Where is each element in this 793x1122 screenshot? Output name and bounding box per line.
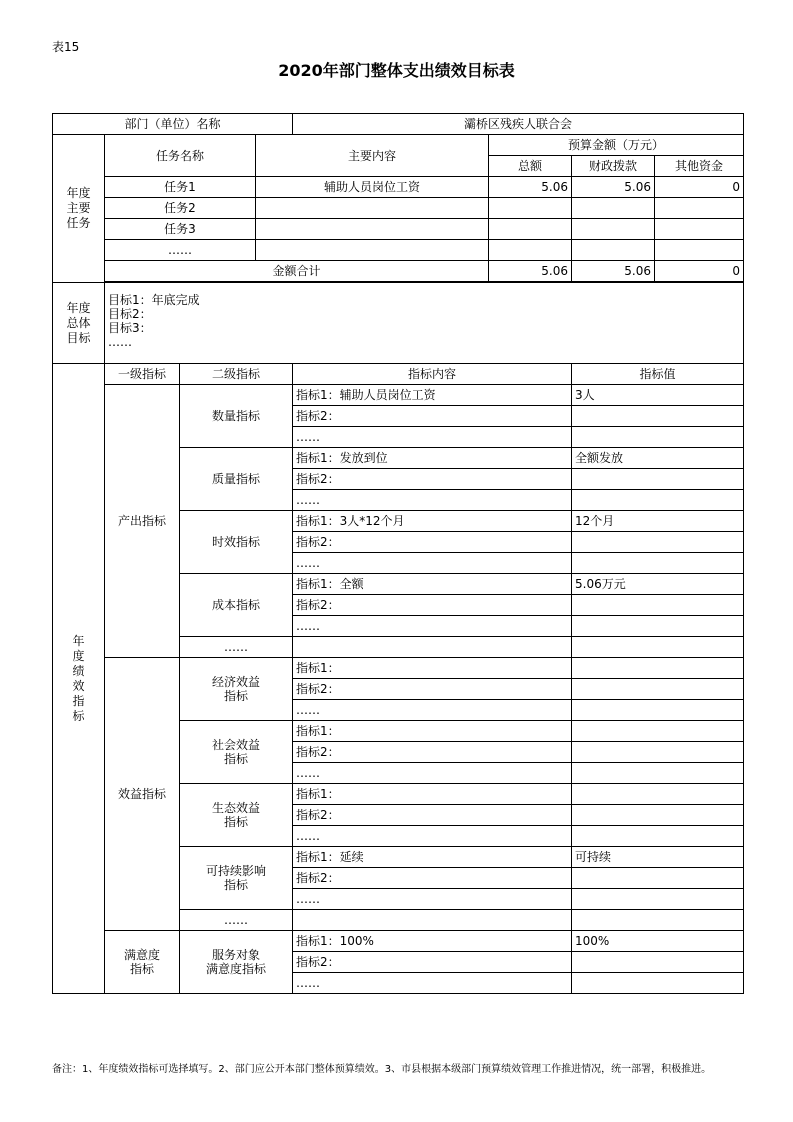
indicator-content: 指标2： [293,532,572,553]
sum-other: 0 [655,261,744,282]
indicator-content: 指标1：全额 [293,574,572,595]
col-indicator-value: 指标值 [572,364,744,385]
indicator-content: 指标2： [293,469,572,490]
task-fiscal [572,240,655,261]
indicators-section-label: 年 度 绩 效 指 标 [53,364,105,994]
performance-target-table [52,113,744,994]
indicator-content: 指标1： [293,721,572,742]
output-indicator-label: 产出指标 [105,385,180,658]
timeliness-indicator-label: 时效指标 [180,511,293,574]
sum-total: 5.06 [489,261,572,282]
indicator-content: …… [293,889,572,910]
quantity-indicator-label: 数量指标 [180,385,293,448]
indicator-value [572,805,744,826]
task-content [256,198,489,219]
goal-line: 目标1：年底完成 [108,293,200,307]
benefit-more: …… [180,910,293,931]
indicator-content: 指标1：发放到位 [293,448,572,469]
indicator-content: 指标1：辅助人员岗位工资 [293,385,572,406]
col-indicator-content: 指标内容 [293,364,572,385]
task-fiscal [572,198,655,219]
indicator-value [572,889,744,910]
task-content [256,240,489,261]
indicator-value [572,658,744,679]
indicator-value: 12个月 [572,511,744,532]
task-fiscal [572,219,655,240]
col-other: 其他资金 [655,156,744,177]
dept-label: 部门（单位）名称 [53,114,293,135]
indicator-value [572,826,744,847]
indicator-content: …… [293,973,572,994]
benefit-indicator-label: 效益指标 [105,658,180,931]
task-other [655,240,744,261]
table-row [53,240,744,261]
indicator-value [572,406,744,427]
ecological-indicator-label: 生态效益 指标 [180,784,293,847]
table-number: 表15 [52,40,80,54]
social-indicator-label: 社会效益 指标 [180,721,293,784]
page-title: 2020年部门整体支出绩效目标表 [278,61,515,80]
indicator-value [572,973,744,994]
indicator-content: 指标2： [293,952,572,973]
quality-indicator-label: 质量指标 [180,448,293,511]
indicator-content: …… [293,700,572,721]
indicator-value [572,700,744,721]
col-fiscal: 财政拨款 [572,156,655,177]
task-name: 任务1 [105,177,256,198]
task-name: 任务2 [105,198,256,219]
indicator-content: 指标1：100% [293,931,572,952]
indicator-content: …… [293,490,572,511]
indicator-value: 5.06万元 [572,574,744,595]
indicator-content: …… [293,763,572,784]
indicator-content: 指标2： [293,805,572,826]
cost-indicator-label: 成本指标 [180,574,293,637]
task-name: …… [105,240,256,261]
goal-line: 目标3： [108,321,152,335]
col-main-content: 主要内容 [256,135,489,177]
task-fiscal: 5.06 [572,177,655,198]
indicator-content: 指标2： [293,679,572,700]
indicator-value [572,784,744,805]
indicator-content: 指标1：3人*12个月 [293,511,572,532]
indicator-content: 指标2： [293,595,572,616]
indicator-value [572,763,744,784]
col-level1: 一级指标 [105,364,180,385]
indicator-value [572,553,744,574]
indicator-value [572,427,744,448]
sum-label: 金额合计 [105,261,489,282]
task-content [256,219,489,240]
indicator-content: 指标2： [293,742,572,763]
indicator-content [293,637,572,658]
indicator-value [572,721,744,742]
task-other: 0 [655,177,744,198]
indicator-value [572,637,744,658]
indicator-content: 指标2： [293,868,572,889]
task-total: 5.06 [489,177,572,198]
indicator-content: …… [293,427,572,448]
task-name: 任务3 [105,219,256,240]
task-other [655,219,744,240]
goal-line: …… [108,335,132,349]
goal-line: 目标2： [108,307,152,321]
goals-section-label: 年度 总体 目标 [53,283,105,364]
indicator-content: …… [293,826,572,847]
col-budget: 预算金额（万元） [489,135,744,156]
task-other [655,198,744,219]
indicator-value [572,532,744,553]
indicator-content: 指标2： [293,406,572,427]
task-content: 辅助人员岗位工资 [256,177,489,198]
col-total: 总额 [489,156,572,177]
col-task-name: 任务名称 [105,135,256,177]
indicator-content [293,910,572,931]
indicator-value [572,952,744,973]
goals-content [105,283,744,364]
indicator-value [572,868,744,889]
indicator-content: …… [293,553,572,574]
indicator-value: 3人 [572,385,744,406]
indicator-content: 指标1： [293,784,572,805]
economic-indicator-label: 经济效益 指标 [180,658,293,721]
satisfaction-indicator-label: 满意度 指标 [105,931,180,994]
indicator-value [572,595,744,616]
service-satisfaction-label: 服务对象 满意度指标 [180,931,293,994]
indicator-value [572,910,744,931]
indicator-value [572,469,744,490]
col-level2: 二级指标 [180,364,293,385]
table-row [53,198,744,219]
table-row [53,177,744,198]
indicator-value: 100% [572,931,744,952]
task-total [489,198,572,219]
indicator-value [572,679,744,700]
tasks-section-label: 年度 主要 任务 [53,135,105,283]
task-total [489,219,572,240]
table-row [53,219,744,240]
sustainable-indicator-label: 可持续影响 指标 [180,847,293,910]
output-more: …… [180,637,293,658]
indicator-content: 指标1：延续 [293,847,572,868]
footnote: 备注：1、年度绩效指标可选择填写。2、部门应公开本部门整体预算绩效。3、市县根据本级部门预算绩效管理工作推进情况，统一部署，积极推进。 [52,1064,712,1075]
sum-fiscal: 5.06 [572,261,655,282]
indicator-value [572,490,744,511]
indicator-value: 全额发放 [572,448,744,469]
indicator-value: 可持续 [572,847,744,868]
task-total [489,240,572,261]
dept-value: 灞桥区残疾人联合会 [293,114,744,135]
indicator-content: …… [293,616,572,637]
indicator-content: 指标1： [293,658,572,679]
indicator-value [572,616,744,637]
indicator-value [572,742,744,763]
